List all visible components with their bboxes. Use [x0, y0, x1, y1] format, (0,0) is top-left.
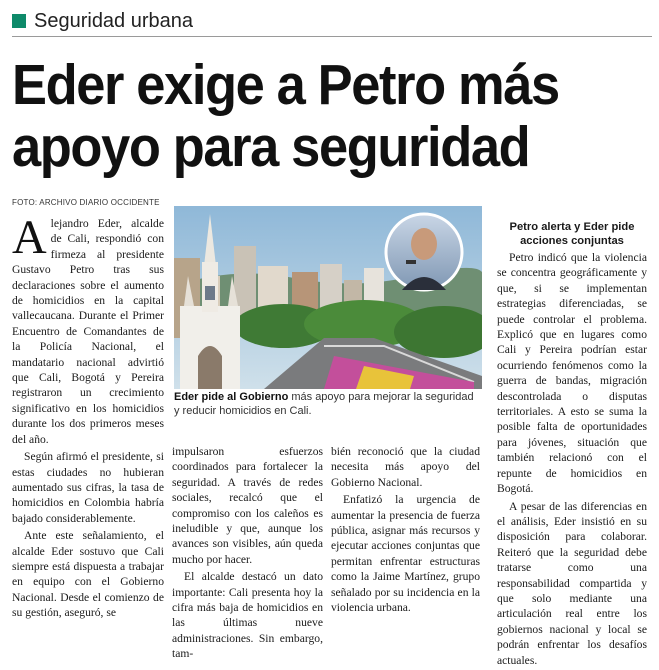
paragraph: Ante este señalamiento, el alcalde Eder sostuvo que Cali siempre está dispuesta a trabajar en equipo con el Gobierno Nacional. Desde el comienzo de su gestión, aseguró, se	[12, 529, 164, 620]
drop-cap: A	[12, 211, 47, 264]
section-label: Seguridad urbana	[34, 10, 194, 32]
article-column-1	[12, 211, 164, 623]
paragraph: Enfatizó la urgencia de aumentar la presencia de fuerza pública, asignar más recursos y ejecutar acciones conjuntas que permitan enfrentar estructuras como la Jaime Martínez, grupo señalado por su incidencia en la violencia urbana.	[331, 493, 480, 615]
paragraph: bién reconoció que la ciudad necesita más apoyo del Gobierno Nacional.	[331, 445, 480, 489]
paragraph-text: lejandro Eder, alcalde de Cali, respondió con firmeza al presidente Gustavo Petro tras sus declaraciones sobre el aumento de homicidios en la capital vallecaucana. Durante el Primer Encuentro de Comandantes de la Policía Nacional, el mandatario nacional advirtió que Cali, Bogotá y Pereira registraron un crecimiento significativo en los homicidios durante los dos primeros meses del año.	[12, 217, 164, 446]
paragraph	[12, 211, 164, 447]
paragraph: Según afirmó el presidente, si estas ciudades no hubieran aumentado sus cifras, la tasa de homicidios en Colombia habría bajado considerablemente.	[12, 450, 164, 525]
photo-credit: FOTO: ARCHIVO DIARIO OCCIDENTE	[12, 198, 160, 207]
headline	[12, 54, 601, 178]
photo-caption	[174, 390, 482, 418]
paragraph: A pesar de las diferencias en el análisis, Eder insistió en su disposición para colaborar. Reiteró que la seguridad debe tratarse como una responsabilidad compartida y que solo mediante una articulación real entre los gobiernos nacional y local se podrán enfrentar los desafíos actuales.	[497, 499, 647, 667]
headline-line-1: Eder exige a Petro más	[12, 53, 559, 117]
article-photo	[174, 206, 482, 389]
article-column-3	[331, 444, 480, 617]
caption-bold: Eder pide al Gobierno	[174, 391, 289, 403]
paragraph: El alcalde destacó un dato importante: Cali presenta hoy la cifra más baja de homicidios en las últimas nueve administraciones. Sin embargo, tam-	[172, 570, 323, 661]
caption-text: más apoyo para mejorar la seguridad y reducir homicidios en Cali.	[174, 391, 474, 417]
article-column-2	[172, 444, 323, 664]
section-header	[12, 8, 652, 36]
headline-line-2: apoyo para seguridad	[12, 115, 530, 179]
paragraph: Petro indicó que la violencia se concentra geográficamente y que, si se implementan estrategias diferenciadas, se puede controlar el problema. Explicó que en lugares como Cali y Pereira podrían estar ocurriendo fenómenos como la guerra de bandas, migración descontrolada o disputas territoriales. A esto se suma la posible falta de oportunidades para jóvenes, situación que también relacionó con el repunte de homicidios en Bogotá.	[497, 251, 647, 496]
section-square-icon	[12, 14, 26, 28]
article-column-4	[497, 220, 647, 670]
paragraph: impulsaron esfuerzos coordinados para fortalecer la seguridad. A través de redes sociales, recalcó que el compromiso con los caleños es ineludible y que, aunque los avances son visibles, aún queda mucho por hacer.	[172, 445, 323, 566]
subheading: Petro alerta y Eder pide acciones conjuntas	[509, 221, 635, 247]
section-divider	[12, 36, 652, 37]
